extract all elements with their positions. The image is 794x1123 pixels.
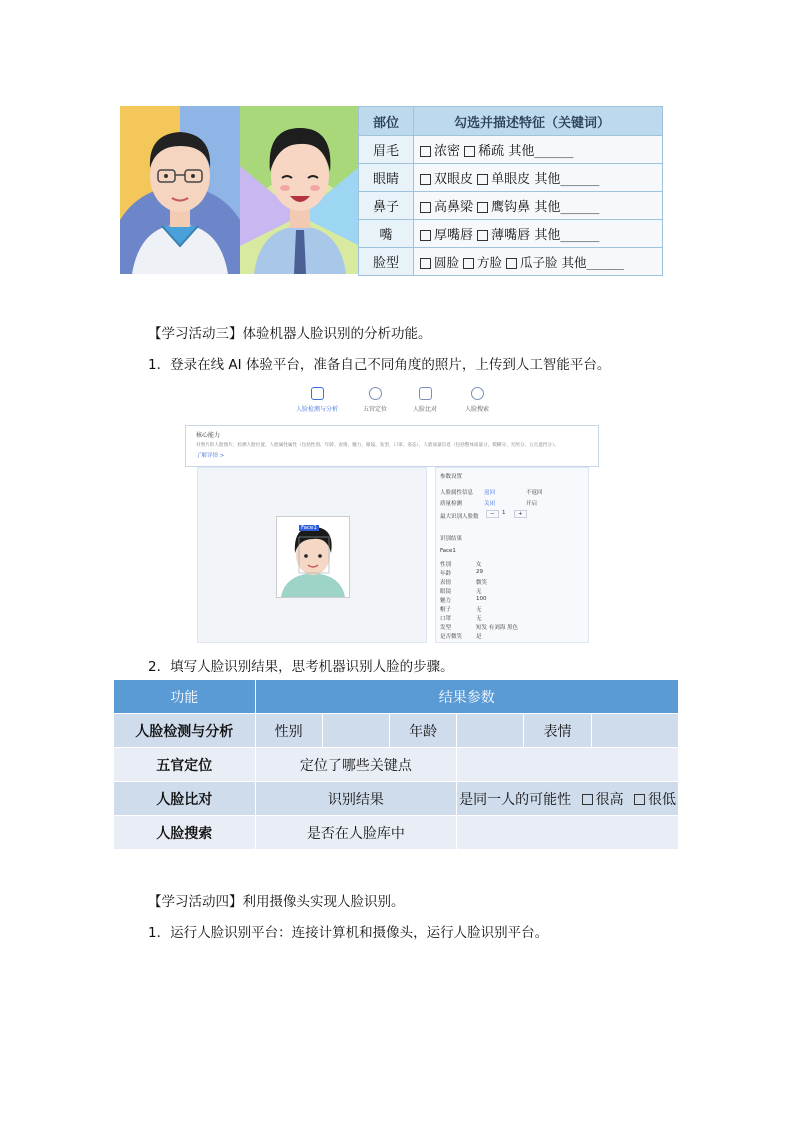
checkbox[interactable] <box>477 202 488 213</box>
feature-header-part: 部位 <box>359 107 414 136</box>
max-faces-value[interactable]: 1 <box>502 510 506 516</box>
input-expression[interactable] <box>591 714 678 748</box>
core-title: 核心能力 <box>196 432 221 439</box>
table-row <box>114 782 679 816</box>
feature-options <box>414 220 663 248</box>
feature-row <box>359 220 663 248</box>
face-tag: Face1 <box>301 525 317 531</box>
result-value: 29 <box>476 569 483 575</box>
feature-row <box>359 164 663 192</box>
result-value: 短发 有刘海 黑色 <box>476 625 518 631</box>
decrement-button[interactable]: − <box>486 510 499 518</box>
activity3-title: 【学习活动三】体验机器人脸识别的分析功能。 <box>148 326 432 342</box>
feature-row <box>359 248 663 276</box>
option-other: 其他______ <box>508 144 574 159</box>
feature-options <box>414 192 663 220</box>
activity3-step2: 2．填写人脸识别结果，思考机器识别人脸的步骤。 <box>148 659 454 675</box>
compare-options <box>457 782 679 816</box>
checkbox[interactable] <box>463 258 474 269</box>
result-table <box>113 679 679 850</box>
table-row <box>114 816 679 850</box>
feature-options <box>414 136 663 164</box>
result-key: 眼镜 <box>440 589 452 595</box>
option-other: 其他______ <box>534 200 600 215</box>
input-age[interactable] <box>457 714 524 748</box>
radio-return[interactable]: 返回 <box>484 490 496 496</box>
eye-icon <box>369 387 382 400</box>
result-key: 魅力 <box>440 598 452 604</box>
result-key: 口罩 <box>440 616 452 622</box>
fn-landmark: 五官定位 <box>114 748 256 782</box>
search-icon <box>471 387 484 400</box>
option-label: 方脸 <box>477 254 503 270</box>
feature-part: 眼睛 <box>359 164 414 192</box>
checkbox[interactable] <box>420 230 431 241</box>
learn-more-link[interactable]: 了解详情 > <box>196 453 225 459</box>
avatar-photo-1 <box>120 106 240 274</box>
checkbox-high[interactable] <box>582 794 593 805</box>
result-key: 表情 <box>440 580 452 586</box>
option-label: 瓜子脸 <box>520 254 558 270</box>
feature-header-desc: 勾选并描述特征（关键词） <box>414 107 663 136</box>
checkbox[interactable] <box>477 174 488 185</box>
params-title: 参数设置 <box>440 474 463 480</box>
radio-off[interactable]: 关闭 <box>484 501 496 507</box>
feature-row <box>359 136 663 164</box>
compare-icon <box>419 387 432 400</box>
activity4-title: 【学习活动四】利用摄像头实现人脸识别。 <box>148 894 405 910</box>
avatar-photo-2 <box>240 106 360 274</box>
result-face: Face1 <box>440 548 456 554</box>
tab-label: 五官定位 <box>362 406 387 413</box>
feature-table <box>358 106 663 276</box>
checkbox[interactable] <box>420 174 431 185</box>
result-key: 性别 <box>440 562 452 568</box>
result-value: 100 <box>476 596 487 602</box>
uploaded-photo <box>276 516 350 598</box>
option-low: 很低 <box>648 791 677 808</box>
tab-label: 人脸搜索 <box>464 406 489 413</box>
result-value: 女 <box>476 562 482 568</box>
result-value: 是 <box>476 634 482 640</box>
feature-part: 眉毛 <box>359 136 414 164</box>
platform-screenshot <box>185 381 601 646</box>
option-other: 其他______ <box>561 254 625 270</box>
result-value: 无 <box>476 589 482 595</box>
max-faces-label: 最大识别人脸数 <box>440 514 479 520</box>
checkbox[interactable] <box>420 258 431 269</box>
checkbox[interactable] <box>464 146 475 157</box>
feature-options <box>414 248 663 276</box>
option-label: 厚嘴唇 <box>434 228 474 243</box>
option-label: 高鼻梁 <box>434 200 474 215</box>
checkbox[interactable] <box>506 258 517 269</box>
option-label: 浓密 <box>434 144 461 159</box>
option-label: 稀疏 <box>478 144 505 159</box>
label-keypoints: 定位了哪些关键点 <box>255 748 457 782</box>
option-label: 圆脸 <box>434 254 460 270</box>
header-function: 功能 <box>114 680 256 714</box>
face-scan-icon <box>311 387 324 400</box>
tab-search[interactable] <box>447 387 507 413</box>
label-age: 年龄 <box>389 714 456 748</box>
option-label: 薄嘴唇 <box>491 228 531 243</box>
param-label: 质量检测 <box>440 501 463 507</box>
tab-label: 人脸检测与分析 <box>295 406 338 413</box>
result-key: 帽子 <box>440 607 452 613</box>
checkbox[interactable] <box>420 202 431 213</box>
result-title: 识别结果 <box>440 536 463 542</box>
input-gender[interactable] <box>322 714 389 748</box>
tab-face-detection[interactable] <box>287 387 347 413</box>
label-in-library: 是否在人脸库中 <box>255 816 457 850</box>
fn-face-detection: 人脸检测与分析 <box>114 714 256 748</box>
option-high: 很高 <box>595 791 624 808</box>
result-value: 无 <box>476 616 482 622</box>
option-label: 鹰钩鼻 <box>491 200 531 215</box>
feature-part: 脸型 <box>359 248 414 276</box>
param-label: 人脸属性信息 <box>440 490 474 496</box>
result-value: 无 <box>476 607 482 613</box>
activity4-step1: 1．运行人脸识别平台：连接计算机和摄像头，运行人脸识别平台。 <box>148 925 549 941</box>
label-compare-result: 识别结果 <box>255 782 457 816</box>
radio-no-return[interactable]: 不返回 <box>526 490 543 496</box>
table-row <box>114 748 679 782</box>
tab-label: 人脸比对 <box>412 406 437 413</box>
result-value: 微笑 <box>476 580 488 586</box>
result-key: 年龄 <box>440 571 452 577</box>
option-label: 双眼皮 <box>434 172 474 187</box>
core-description: 对照片的人脸图片，检测人脸位置、人脸属性属性（包括性别、年龄、表情、魅力、眼镜、发型、口罩、姿态）、人脸质量信息（包括整体质量分、模糊分、光照分、五官遮挡分）。 <box>196 443 559 448</box>
same-person-label: 是同一人的可能性 <box>459 791 572 808</box>
fn-search: 人脸搜索 <box>114 816 256 850</box>
feature-options <box>414 164 663 192</box>
checkbox[interactable] <box>420 146 431 157</box>
checkbox-low[interactable] <box>634 794 645 805</box>
option-other: 其他______ <box>534 228 600 243</box>
option-other: 其他______ <box>534 172 600 187</box>
radio-on[interactable]: 开启 <box>526 501 538 507</box>
input-in-library[interactable] <box>457 816 679 850</box>
label-expression: 表情 <box>524 714 591 748</box>
input-keypoints[interactable] <box>457 748 679 782</box>
increment-button[interactable]: + <box>514 510 527 518</box>
feature-part: 嘴 <box>359 220 414 248</box>
result-key: 发型 <box>440 625 452 631</box>
activity3-step1: 1．登录在线 AI 体验平台，准备自己不同角度的照片，上传到人工智能平台。 <box>148 357 611 373</box>
fn-compare: 人脸比对 <box>114 782 256 816</box>
result-key: 是否微笑 <box>440 634 463 640</box>
feature-row <box>359 192 663 220</box>
option-label: 单眼皮 <box>491 172 531 187</box>
table-row <box>114 714 679 748</box>
header-params: 结果参数 <box>255 680 679 714</box>
core-capability-box <box>185 425 599 467</box>
feature-part: 鼻子 <box>359 192 414 220</box>
params-panel <box>435 467 589 643</box>
label-gender: 性别 <box>255 714 322 748</box>
image-preview-panel <box>197 467 427 643</box>
tab-compare[interactable] <box>395 387 455 413</box>
checkbox[interactable] <box>477 230 488 241</box>
